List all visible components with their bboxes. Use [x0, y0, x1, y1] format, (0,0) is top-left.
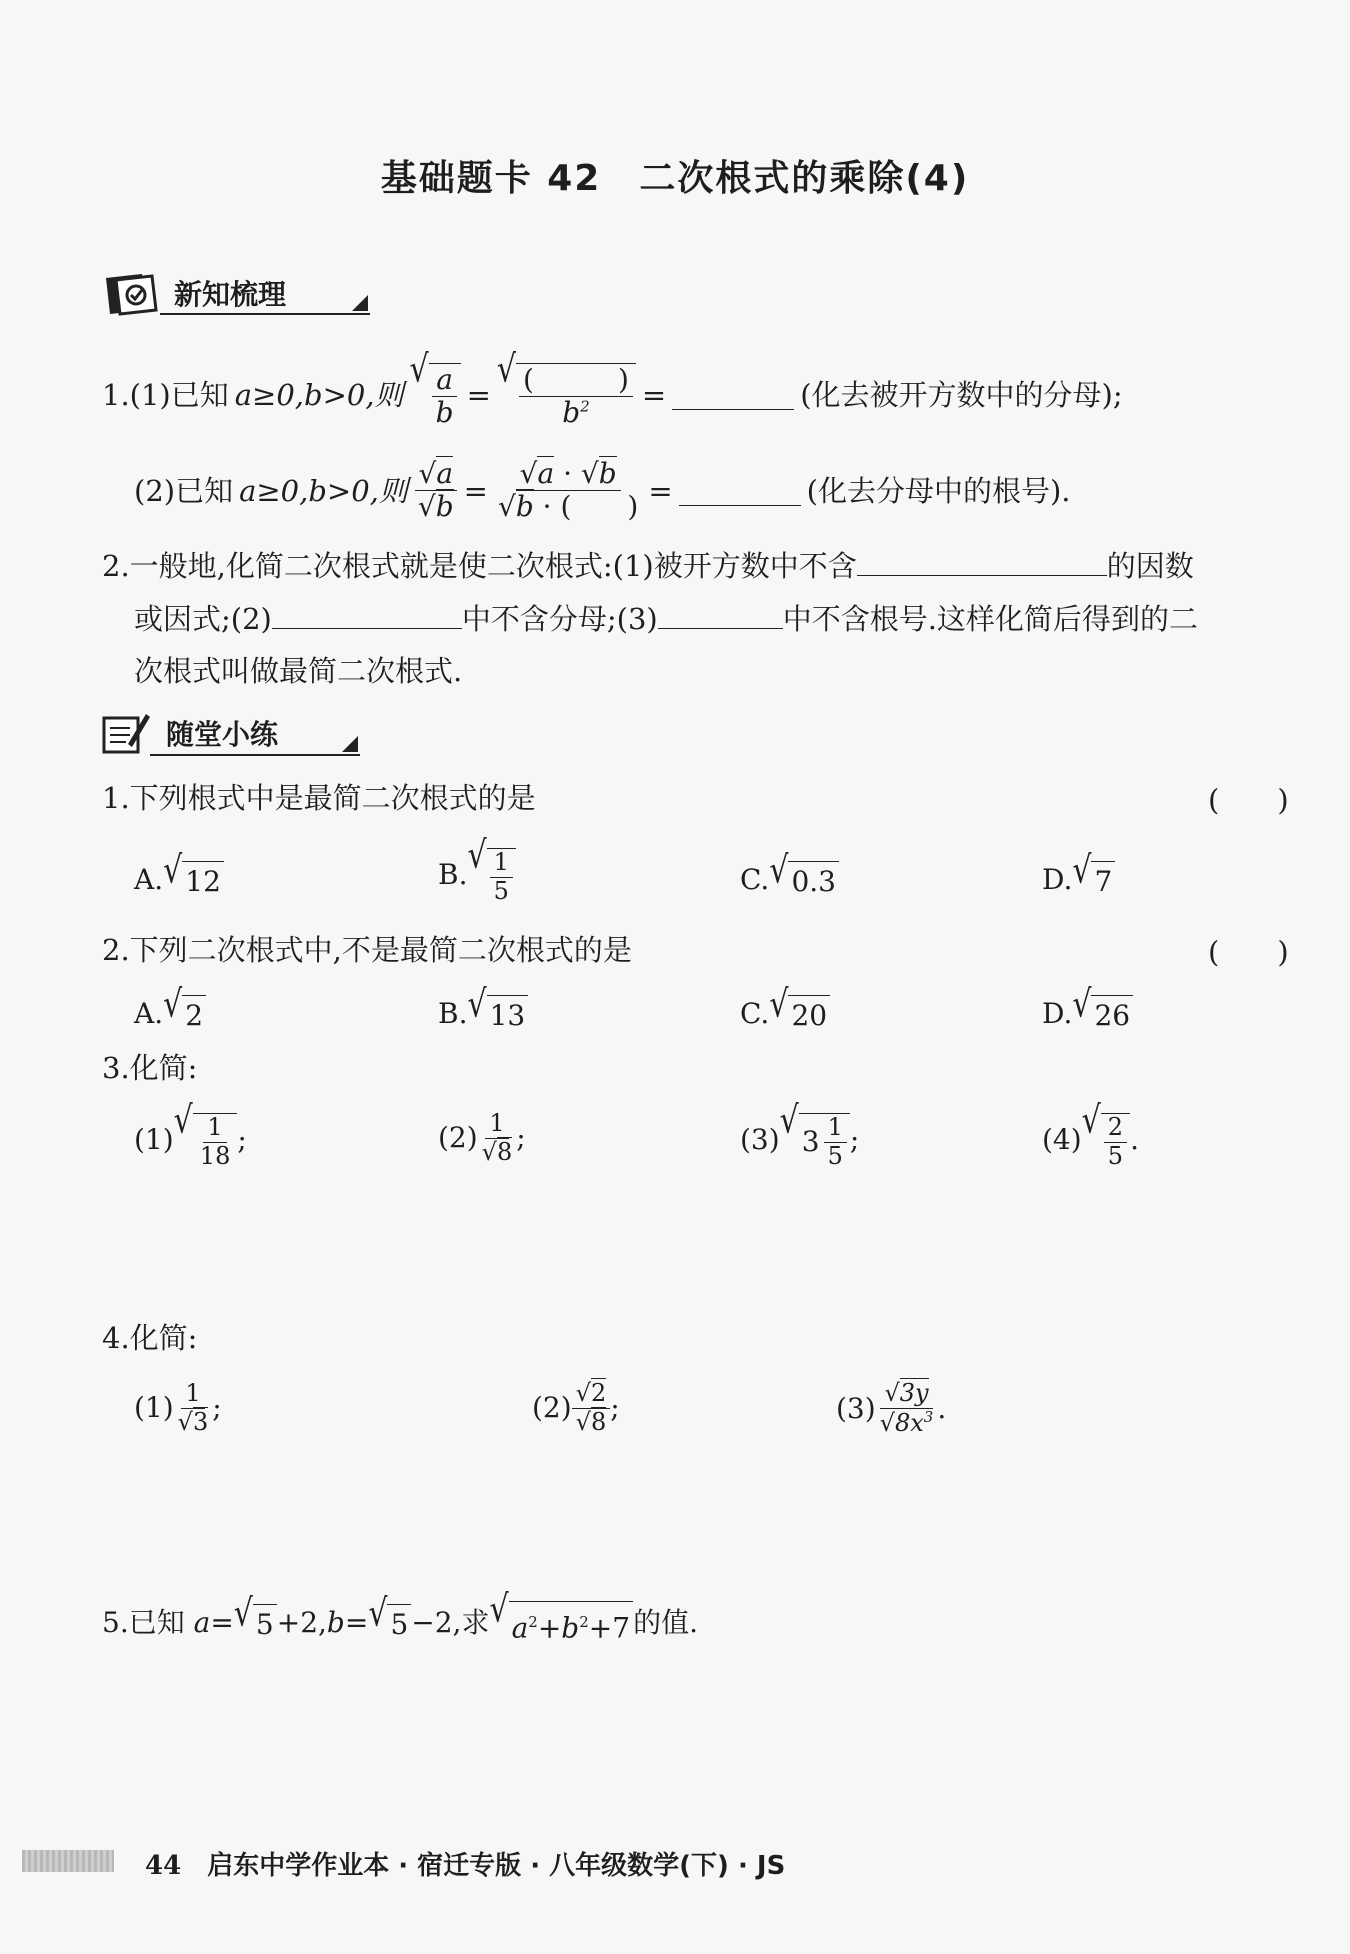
fraction-expression: $\frac{√a}{√b}$ — [414, 458, 458, 523]
question-label: 1.(1)已知 — [102, 377, 229, 412]
option-label: C. — [740, 863, 770, 896]
radicand: 12 — [182, 861, 224, 902]
option-label: D. — [1042, 997, 1073, 1030]
footer-bar — [22, 1850, 114, 1872]
text: +2, — [276, 1606, 327, 1640]
radicand: 20 — [788, 995, 830, 1036]
option-c[interactable]: C. √ 0.3 — [740, 858, 839, 902]
text: −2,求 — [411, 1606, 490, 1640]
separator: . — [937, 1391, 947, 1425]
condition: a≥0,b>0,则 — [239, 473, 408, 508]
option-label: B. — [438, 858, 468, 892]
numerator: 3y — [899, 1379, 929, 1407]
triangle-marker-icon — [342, 736, 358, 752]
denominator: 8 — [590, 1407, 607, 1436]
denominator: 8 — [496, 1137, 513, 1166]
numerator: 1 — [485, 1110, 508, 1139]
option-c[interactable]: C. √ 20 — [740, 992, 830, 1036]
radicand: 7 — [1091, 861, 1115, 902]
footer-text: 启东中学作业本 · 宿迁专版 · 八年级数学(下) · JS — [207, 1851, 786, 1881]
text: 的因数 — [1106, 549, 1194, 583]
practice-2-stem: 2.下列二次根式中,不是最简二次根式的是 — [102, 933, 632, 967]
triangle-marker-icon — [352, 295, 368, 311]
question-1-1: 1.(1)已知 a≥0,b>0,则 √ $\frac{a}{b}$ = √ $\frac{( )}{b^2}$ = (化去被开方数中的分母); — [102, 347, 1123, 430]
text: 的值. — [633, 1606, 698, 1640]
option-a[interactable]: A. √ 12 — [134, 858, 224, 902]
practice-4-item-1: (1) $\frac{1}{√3}$ ; — [134, 1379, 222, 1436]
practice-5: 5.已知 a= √ 5 +2, b= √ 5 −2,求 √ $a^2+b^2+7$ 的值. — [102, 1598, 698, 1648]
question-2-line-3: 次根式叫做最简二次根式. — [134, 654, 463, 688]
separator: ; — [237, 1123, 247, 1157]
separator: . — [1130, 1123, 1139, 1157]
option-label: D. — [1042, 863, 1073, 896]
section-header-practice — [100, 710, 278, 756]
question-2-line-2 — [134, 598, 1198, 639]
page-title: 基础题卡 42 二次根式的乘除(4) — [380, 158, 970, 199]
answer-blank[interactable] — [679, 475, 801, 506]
answer-blank[interactable] — [672, 379, 794, 410]
item-label: (3) — [836, 1391, 876, 1425]
item-label: (2) — [532, 1391, 572, 1425]
numerator: 1 — [181, 1380, 204, 1409]
option-b[interactable]: B. √ 13 — [438, 992, 528, 1036]
separator: ; — [849, 1123, 860, 1157]
numerator: 1 — [824, 1114, 847, 1143]
practice-1-stem: 1.下列根式中是最简二次根式的是 — [102, 781, 536, 815]
condition: a≥0,b>0,则 — [234, 377, 404, 412]
answer-blank[interactable] — [658, 598, 783, 629]
numerator: 2 — [1104, 1114, 1127, 1143]
separator: ; — [610, 1391, 620, 1425]
answer-bracket[interactable]: ( ) — [1208, 935, 1289, 969]
separator: ; — [516, 1121, 526, 1155]
radicand: 2 — [182, 995, 206, 1036]
fraction-expression: $\frac{√a \cdot √b}{√b \cdot ( )}$ — [497, 457, 639, 524]
denominator: 5 — [827, 1141, 843, 1170]
text: 或因式;(2) — [134, 602, 272, 636]
radicand: 0.3 — [788, 861, 839, 902]
section-header-new-knowledge — [102, 270, 286, 316]
practice-3-item-2: (2) $\frac{1}{√8}$ ; — [438, 1109, 526, 1166]
item-label: (2) — [438, 1121, 478, 1155]
camera-check-icon — [102, 270, 160, 316]
radicand: 13 — [487, 995, 529, 1036]
practice-3-item-4: (4) √ $\frac{2}{5}$ . — [1042, 1098, 1139, 1170]
text: 5.已知 — [102, 1606, 185, 1640]
section-title: 随堂小练 — [166, 718, 279, 751]
practice-4-item-3: (3) $\frac{√3y}{√8x^3}$ . — [836, 1379, 947, 1437]
item-label: (3) — [740, 1123, 780, 1157]
practice-3-item-1: (1) √ $\frac{1}{18}$ ; — [134, 1098, 247, 1170]
option-b[interactable]: B. √ $\frac{1}{5}$ — [438, 845, 516, 905]
item-label: (1) — [134, 1123, 174, 1157]
option-label: A. — [134, 863, 164, 896]
denominator: 5 — [1107, 1141, 1124, 1170]
section-title: 新知梳理 — [174, 278, 287, 311]
separator: ; — [212, 1391, 222, 1425]
practice-3-stem: 3.化简: — [102, 1051, 198, 1085]
option-label: C. — [740, 997, 770, 1030]
note: (化去被开方数中的分母); — [800, 377, 1123, 412]
item-label: (4) — [1042, 1123, 1082, 1157]
notebook-pen-icon — [100, 710, 152, 756]
practice-4-item-2: (2) $\frac{√2}{√8}$ ; — [532, 1379, 620, 1436]
denominator: 3 — [192, 1407, 209, 1436]
option-a[interactable]: A. √ 2 — [134, 992, 206, 1036]
whole-number: 3 — [801, 1125, 820, 1159]
section-underline — [150, 754, 360, 756]
page-number: 44 — [145, 1851, 182, 1881]
text: 中不含分母;(3) — [461, 602, 658, 636]
denominator: 8x — [894, 1408, 924, 1437]
answer-blank[interactable] — [857, 545, 1107, 576]
radicand: 26 — [1091, 995, 1133, 1036]
answer-blank[interactable] — [272, 598, 462, 629]
numerator: 1 — [203, 1114, 226, 1143]
section-underline — [160, 313, 370, 315]
question-2-line-1 — [102, 545, 1194, 586]
text: 2.一般地,化简二次根式就是使二次根式:(1)被开方数中不含 — [102, 549, 857, 583]
option-label: A. — [134, 997, 164, 1030]
note: (化去分母中的根号). — [806, 473, 1071, 508]
sqrt-expression: √ $\frac{a}{b}$ — [410, 360, 461, 429]
text: 中不含根号.这样化简后得到的二 — [782, 602, 1198, 636]
question-label: (2)已知 — [134, 473, 234, 508]
numerator: 1 — [490, 849, 513, 878]
option-label: B. — [438, 997, 468, 1030]
practice-3-item-3: (3) √ 3 $\frac{1}{5}$ ; — [740, 1098, 860, 1170]
answer-bracket[interactable]: ( ) — [1208, 783, 1289, 817]
option-d[interactable]: D. √ 7 — [1042, 858, 1115, 902]
numerator: 2 — [590, 1379, 607, 1407]
denominator: 18 — [199, 1141, 231, 1170]
option-d[interactable]: D. √ 26 — [1042, 992, 1133, 1036]
item-label: (1) — [134, 1391, 174, 1425]
footer — [145, 1845, 785, 1882]
practice-4-stem: 4.化简: — [102, 1321, 198, 1355]
question-1-2: (2)已知 a≥0,b>0,则 $\frac{√a}{√b}$ = $\frac{√a \cdot √b}{√b \cdot ( )}$ = (化去分母中的根号). — [134, 457, 1071, 524]
denominator: 5 — [493, 876, 509, 905]
sqrt-expression: √ $\frac{( )}{b^2}$ — [497, 360, 636, 429]
